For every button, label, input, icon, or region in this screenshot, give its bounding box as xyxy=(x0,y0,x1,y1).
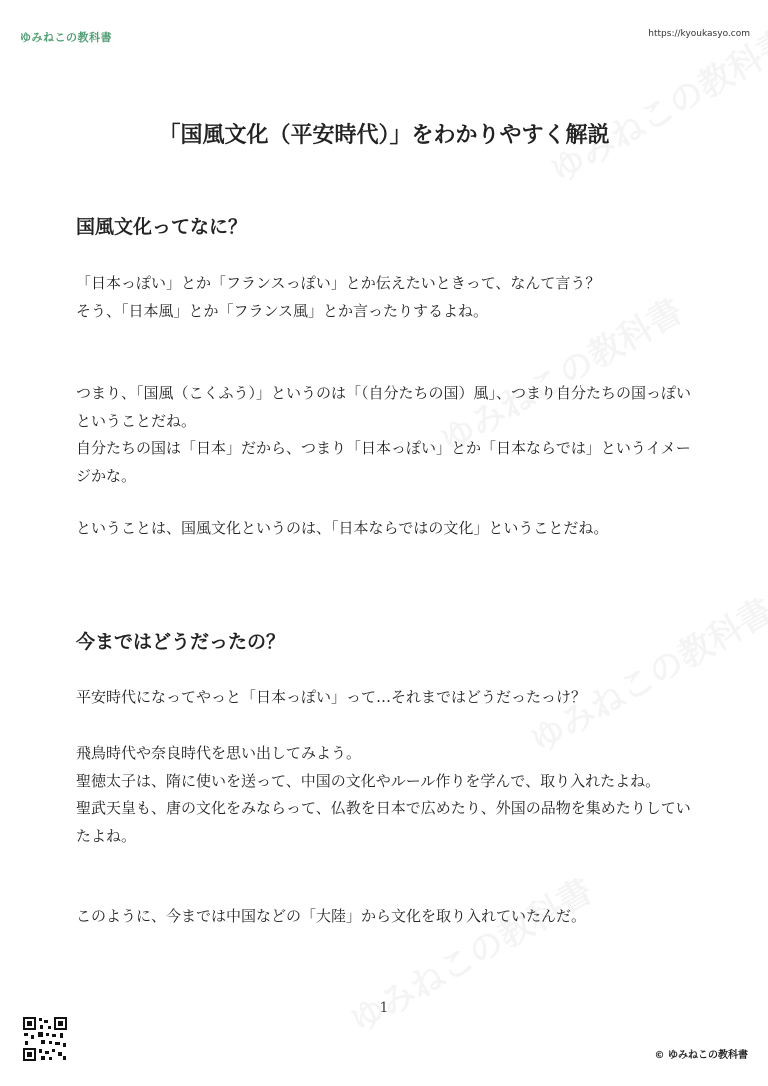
page-title: 「国風文化（平安時代）」をわかりやすく解説 xyxy=(158,123,610,148)
paragraph xyxy=(76,740,696,850)
paragraph-line: 自分たちの国は「日本」だから、つまり「日本っぽい」とか「日本ならでは」というイメージかな。 xyxy=(76,439,691,485)
paragraph xyxy=(76,684,696,712)
paragraph xyxy=(76,270,696,325)
watermark-text xyxy=(540,14,768,192)
paragraph xyxy=(76,903,696,931)
site-logo[interactable]: ゆみねこの教科書 xyxy=(20,31,112,44)
qr-code-icon[interactable] xyxy=(22,1016,68,1062)
paragraph-line: ということは、国風文化というのは、「日本ならではの文化」ということだね。 xyxy=(76,519,609,537)
paragraph-line: 平安時代になってやっと「日本っぽい」って…それまではどうだったっけ？ xyxy=(76,688,587,706)
paragraph-line: 「日本っぽい」とか「フランスっぽい」とか伝えたいときって、なんて言う？ xyxy=(76,274,601,292)
paragraph-line: このように、今までは中国などの「大陸」から文化を取り入れていたんだ。 xyxy=(76,907,587,925)
watermark-text xyxy=(520,584,768,762)
section-heading-what-is: 国風文化ってなに？ xyxy=(76,216,248,238)
section-heading-before: 今まではどうだったの？ xyxy=(76,631,286,653)
site-url[interactable]: https://kyoukasyo.com xyxy=(648,29,750,39)
paragraph-line: 飛鳥時代や奈良時代を思い出してみよう。 xyxy=(76,744,362,762)
paragraph-line: 聖徳太子は、隋に使いを送って、中国の文化やルール作りを学んで、取り入れたよね。 xyxy=(76,771,661,790)
copyright-text: © ゆみねこの教科書 xyxy=(654,1050,748,1061)
paragraph-line: 聖武天皇も、唐の文化をみならって、仏教を日本で広めたり、外国の品物を集めたりしていたよね。 xyxy=(76,799,691,845)
page-number: 1 xyxy=(379,1000,389,1016)
paragraph xyxy=(76,515,696,543)
paragraph-line: つまり、「国風（こくふう）」というのは「（自分たちの国）風」、つまり自分たちの国っぽいということだね。 xyxy=(76,384,692,430)
paragraph xyxy=(76,380,696,490)
paragraph-line: そう、「日本風」とか「フランス風」とか言ったりするよね。 xyxy=(76,301,489,320)
